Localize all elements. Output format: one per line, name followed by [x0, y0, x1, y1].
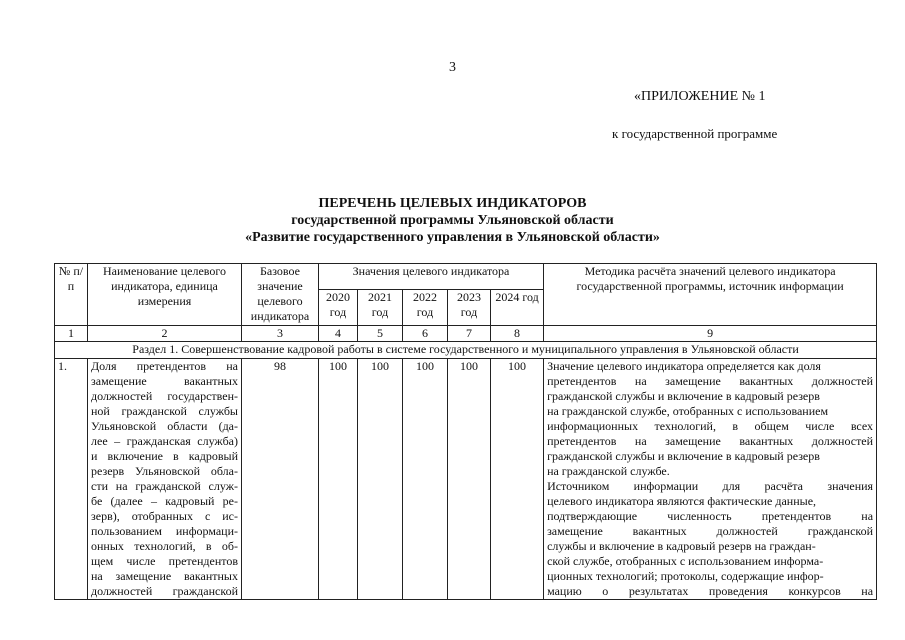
- appendix-title: «ПРИЛОЖЕНИЕ № 1: [634, 89, 766, 104]
- column-number: 5: [358, 326, 403, 342]
- method-line: гражданской службы и включение в кадровый резерв: [547, 449, 820, 463]
- method-line: ской службе, отобранных с использованием информа-: [547, 554, 824, 568]
- name-line: сти на гражданской служ-: [91, 479, 238, 493]
- appendix-subtitle: к государственной программе: [612, 126, 778, 141]
- header-year-2024: 2024 год: [491, 290, 544, 326]
- method-line: гражданской службы и включение в кадровый резерв: [547, 389, 820, 403]
- name-line: и включение в кадровый: [91, 449, 238, 463]
- row-method: [544, 359, 877, 600]
- header-year-2022: 2022 год: [403, 290, 448, 326]
- name-line: зерв), отобранных с ис-: [91, 509, 238, 523]
- row-value-2024: 100: [491, 359, 544, 600]
- heading-line-2: государственной программы Ульяновской области: [291, 213, 614, 228]
- method-line: службы и включение в кадровый резерв на граждан-: [547, 539, 816, 553]
- header-name: Наименование целевого индикатора, единица измерения: [88, 264, 242, 326]
- name-line: Доля претендентов на: [91, 359, 238, 373]
- method-line: ционных технологий; протоколы, содержащие инфор-: [547, 569, 824, 583]
- row-value-2022: 100: [403, 359, 448, 600]
- heading-line-1: ПЕРЕЧЕНЬ ЦЕЛЕВЫХ ИНДИКАТОРОВ: [318, 196, 587, 211]
- row-value-2020: 100: [319, 359, 358, 600]
- method-line: информационных технологий, в общем числе всех: [547, 419, 874, 433]
- column-number: 9: [544, 326, 877, 342]
- name-line: бе (далее – кадровый ре-: [91, 494, 238, 508]
- name-line: должностей государствен-: [91, 389, 238, 403]
- table-row: [55, 359, 877, 600]
- row-value-2023: 100: [448, 359, 491, 600]
- row-name: [88, 359, 242, 600]
- column-number: 7: [448, 326, 491, 342]
- method-line: мацию о результатах проведения конкурсов на: [547, 584, 874, 598]
- document-heading: [0, 195, 905, 246]
- method-line: претендентов на замещение вакантных должностей: [547, 434, 874, 448]
- column-number: 1: [55, 326, 88, 342]
- name-line: щем числе претендентов: [91, 554, 238, 568]
- name-line: должностей гражданской: [91, 584, 238, 598]
- name-line: лее – гражданская служба): [91, 434, 238, 448]
- method-line: подтверждающие численность претендентов на: [547, 509, 874, 523]
- column-number: 8: [491, 326, 544, 342]
- name-line: резерв Ульяновской обла-: [91, 464, 238, 478]
- header-year-2021: 2021 год: [358, 290, 403, 326]
- method-line: на гражданской службе, отобранных с использованием: [547, 404, 829, 418]
- name-line: на замещение вакантных: [91, 569, 238, 583]
- column-number: 2: [88, 326, 242, 342]
- header-num: № п/п: [55, 264, 88, 326]
- indicators-table: [54, 263, 877, 600]
- page-number: 3: [449, 60, 456, 75]
- name-line: ной гражданской службы: [91, 404, 238, 418]
- name-line: пользованием информаци-: [91, 524, 238, 538]
- header-method: Методика расчёта значений целевого индикатора государственной программы, источник информации: [544, 264, 877, 326]
- section-title: Раздел 1. Совершенствование кадровой работы в системе государственного и муниципального управления в Ульяновской области: [55, 342, 877, 359]
- method-line: Источником информации для расчёта значения: [547, 479, 874, 493]
- name-line: замещение вакантных: [91, 374, 238, 388]
- row-base-value: 98: [242, 359, 319, 600]
- column-number: 4: [319, 326, 358, 342]
- header-base: Базовое значение целевого индикатора: [242, 264, 319, 326]
- header-values-group: Значения целевого индикатора: [319, 264, 544, 290]
- row-value-2021: 100: [358, 359, 403, 600]
- header-year-2020: 2020 год: [319, 290, 358, 326]
- name-line: онных технологий, в об-: [91, 539, 238, 553]
- method-line: целевого индикатора являются фактические данные,: [547, 494, 817, 508]
- name-line: Ульяновской области (да-: [91, 419, 238, 433]
- row-num: 1.: [55, 359, 88, 600]
- heading-line-3: «Развитие государственного управления в Ульяновской области»: [245, 230, 660, 245]
- method-line: замещение вакантных должностей гражданской: [547, 524, 874, 538]
- column-number: 3: [242, 326, 319, 342]
- method-line: Значение целевого индикатора определяется как доля: [547, 359, 821, 373]
- method-line: претендентов на замещение вакантных должностей: [547, 374, 874, 388]
- method-line: на гражданской службе.: [547, 464, 670, 478]
- header-year-2023: 2023 год: [448, 290, 491, 326]
- column-number: 6: [403, 326, 448, 342]
